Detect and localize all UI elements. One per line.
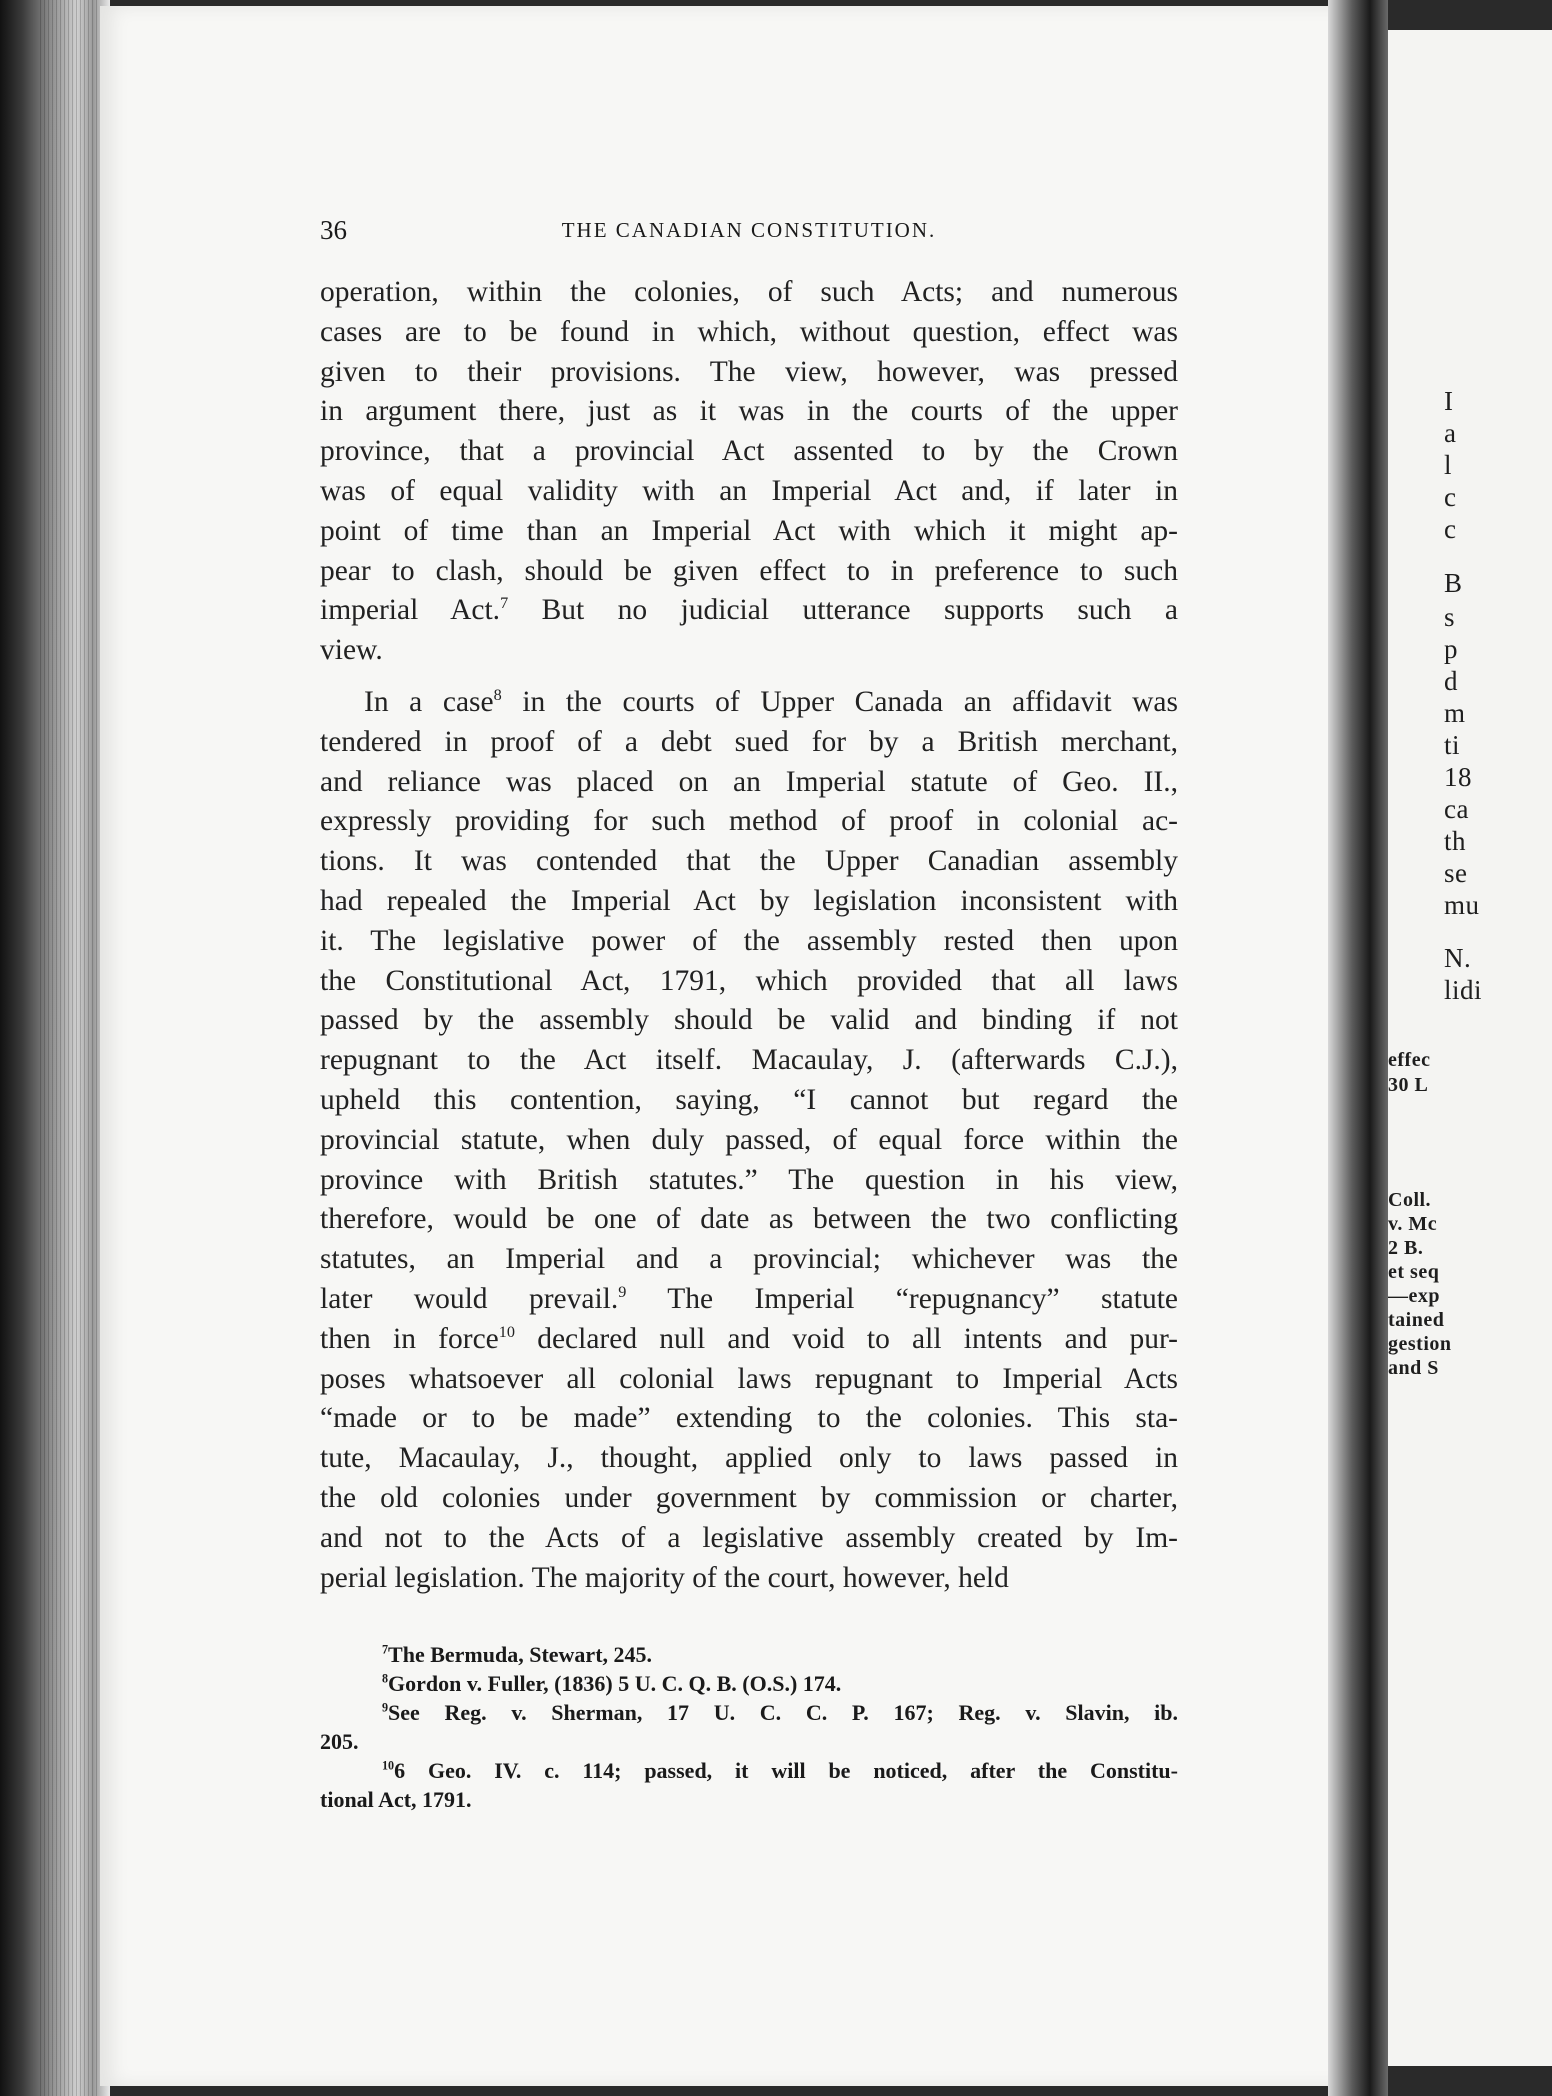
text-segment: the Constitutional Act, 1791, which provided that all laws [320, 964, 1178, 997]
text-line [320, 723, 1178, 763]
facing-page-fragment: N. [1444, 943, 1472, 973]
facing-page-fragment: effec [1388, 1049, 1431, 1071]
text-line [320, 882, 1178, 922]
running-title: THE CANADIAN CONSTITUTION. [561, 218, 937, 242]
footnote-line [320, 1785, 1178, 1814]
footnotes [320, 1640, 1178, 1814]
facing-page-fragment: th [1444, 826, 1467, 856]
text-line [320, 313, 1178, 353]
footnote-line [320, 1727, 1178, 1756]
text-line [320, 1081, 1178, 1121]
facing-page-fragment: and S [1388, 1357, 1439, 1379]
page-header [320, 213, 1178, 247]
footnote-line [320, 1756, 1178, 1785]
text-segment: view. [320, 634, 383, 667]
text-line [320, 1161, 1178, 1201]
text-line [320, 1121, 1178, 1161]
facing-page-fragment: Coll. [1388, 1189, 1432, 1211]
footnote-text: The Bermuda, Stewart, 245. [388, 1642, 653, 1667]
text-segment: expressly providing for such method of proof in colonial ac- [320, 805, 1178, 838]
footnote-mark: 10 [382, 1758, 395, 1773]
footnote-mark: 7 [382, 1642, 389, 1657]
text-line [320, 1200, 1178, 1240]
text-segment: point of time than an Imperial Act with which it might ap- [320, 514, 1178, 547]
text-segment: province, that a provincial Act assented to by the Crown [320, 435, 1178, 468]
footnote-text: tional Act, 1791. [320, 1787, 472, 1812]
text-line [320, 842, 1178, 882]
text-segment: repugnant to the Act itself. Macaulay, J. (afterwards C.J.), [320, 1044, 1178, 1077]
text-segment: province with British statutes.” The question in his view, [320, 1163, 1178, 1196]
facing-page-fragment: 18 [1444, 762, 1472, 792]
text-line [320, 683, 1178, 723]
page-number: 36 [320, 215, 347, 245]
facing-page-fragment: mu [1444, 890, 1480, 920]
paragraph-gap [320, 671, 1178, 683]
facing-page [1388, 30, 1552, 2066]
text-segment: then in force [320, 1322, 499, 1355]
text-segment: tendered in proof of a debt sued for by a British merchant, [320, 725, 1178, 758]
text-line [320, 1001, 1178, 1041]
text-segment: poses whatsoever all colonial laws repugnant to Imperial Acts [320, 1362, 1178, 1395]
footnote-mark: 9 [382, 1700, 389, 1715]
text-segment: tions. It was contended that the Upper Canadian assembly [320, 845, 1178, 878]
text-line [320, 1439, 1178, 1479]
text-segment: imperial Act. [320, 594, 501, 627]
text-segment: But no judicial utterance supports such a [508, 594, 1178, 627]
text-line [320, 1479, 1178, 1519]
text-line [320, 1320, 1178, 1360]
footnote-ref: 10 [498, 1322, 515, 1341]
footnote-text: See Reg. v. Sherman, 17 U. C. C. P. 167; Reg. v. Slavin, ib. [388, 1700, 1178, 1725]
footnote-text: 205. [320, 1729, 359, 1754]
text-line [320, 1360, 1178, 1400]
facing-page-fragment: et seq [1388, 1261, 1440, 1283]
facing-page-fragment: 30 L [1388, 1074, 1429, 1096]
text-line [320, 1240, 1178, 1280]
facing-page-fragment: c [1444, 482, 1457, 512]
text-line [320, 591, 1178, 631]
text-segment: operation, within the colonies, of such Acts; and numerous [320, 276, 1178, 308]
facing-page-fragment: d [1444, 666, 1458, 696]
footnote-line [320, 1669, 1178, 1698]
text-line [320, 273, 1178, 313]
book-gutter [1328, 0, 1388, 2096]
text-segment: cases are to be found in which, without question, effect was [320, 315, 1178, 348]
facing-page-fragment: p [1444, 634, 1458, 664]
footnote-ref: 9 [618, 1283, 627, 1302]
facing-page-fragment: tained [1388, 1309, 1445, 1331]
facing-page-fragment: a [1444, 418, 1457, 448]
facing-page-fragment: ca [1444, 794, 1469, 824]
text-segment: and not to the Acts of a legislative assembly created by Im- [320, 1521, 1178, 1554]
facing-page-fragment: gestion [1388, 1333, 1452, 1355]
text-segment: provincial statute, when duly passed, of equal force within the [320, 1123, 1178, 1156]
text-segment: pear to clash, should be given effect to in preference to such [320, 554, 1178, 587]
text-segment: statutes, an Imperial and a provincial; whichever was the [320, 1243, 1178, 1276]
text-line [320, 1559, 1178, 1599]
text-line [320, 432, 1178, 472]
text-line [320, 392, 1178, 432]
footnote-text: 6 Geo. IV. c. 114; passed, it will be noticed, after the Constitu- [394, 1758, 1178, 1783]
text-segment: In a case [364, 685, 494, 718]
text-segment: passed by the assembly should be valid and binding if not [320, 1004, 1178, 1037]
footnote-mark: 8 [382, 1671, 389, 1686]
text-line [320, 962, 1178, 1002]
text-line [320, 1280, 1178, 1320]
footnote-line [320, 1640, 1178, 1669]
footnote-line [320, 1698, 1178, 1727]
text-line [320, 763, 1178, 803]
page-edges [40, 0, 100, 2096]
body-text [320, 273, 1178, 1598]
facing-page-fragment: c [1444, 514, 1457, 544]
text-line [320, 922, 1178, 962]
facing-page-fragment: I [1444, 386, 1454, 416]
facing-page-fragment: s [1444, 602, 1456, 632]
text-line [320, 631, 1178, 671]
facing-page-fragment: —exp [1388, 1285, 1440, 1307]
text-segment: it. The legislative power of the assembly rested then upon [320, 924, 1178, 957]
text-line [320, 1399, 1178, 1439]
text-segment: and reliance was placed on an Imperial statute of Geo. II., [320, 765, 1178, 798]
footnote-text: Gordon v. Fuller, (1836) 5 U. C. Q. B. (O.S.) 174. [388, 1671, 842, 1696]
book-spine-edge [0, 0, 110, 2096]
text-segment: “made or to be made” extending to the colonies. This sta- [320, 1402, 1178, 1435]
text-segment: the old colonies under government by commission or charter, [320, 1481, 1178, 1514]
facing-page-fragment: se [1444, 858, 1468, 888]
footnote-ref: 8 [493, 686, 502, 705]
footnote-ref: 7 [500, 594, 509, 613]
text-segment: was of equal validity with an Imperial Act and, if later in [320, 474, 1178, 507]
text-segment: had repealed the Imperial Act by legislation inconsistent with [320, 884, 1178, 917]
text-segment: therefore, would be one of date as between the two conflicting [320, 1203, 1178, 1236]
facing-page-fragment: ti [1444, 730, 1461, 760]
text-segment: perial legislation. The majority of the court, however, held [320, 1561, 1009, 1594]
text-segment: declared null and void to all intents and pur- [514, 1322, 1178, 1355]
text-line [320, 353, 1178, 393]
text-segment: later would prevail. [320, 1282, 619, 1315]
text-line [320, 1519, 1178, 1559]
text-segment: upheld this contention, saying, “I cannot but regard the [320, 1083, 1178, 1116]
facing-page-fragment: B [1444, 568, 1463, 598]
facing-page-fragment: l [1444, 450, 1453, 480]
text-segment: tute, Macaulay, J., thought, applied only to laws passed in [320, 1442, 1178, 1475]
text-line [320, 802, 1178, 842]
text-segment: The Imperial “repugnancy” statute [626, 1282, 1178, 1315]
text-line [320, 1041, 1178, 1081]
text-segment: in argument there, just as it was in the courts of the upper [320, 395, 1178, 428]
facing-page-fragment: 2 B. [1388, 1237, 1424, 1259]
text-line [320, 512, 1178, 552]
facing-page-fragment: v. Mc [1388, 1213, 1438, 1235]
facing-page-fragment: lidi [1444, 975, 1483, 1005]
text-line [320, 552, 1178, 592]
text-line [320, 472, 1178, 512]
text-segment: given to their provisions. The view, however, was pressed [320, 355, 1178, 388]
text-segment: in the courts of Upper Canada an affidavit was [501, 685, 1178, 718]
facing-page-fragment: m [1444, 698, 1466, 728]
